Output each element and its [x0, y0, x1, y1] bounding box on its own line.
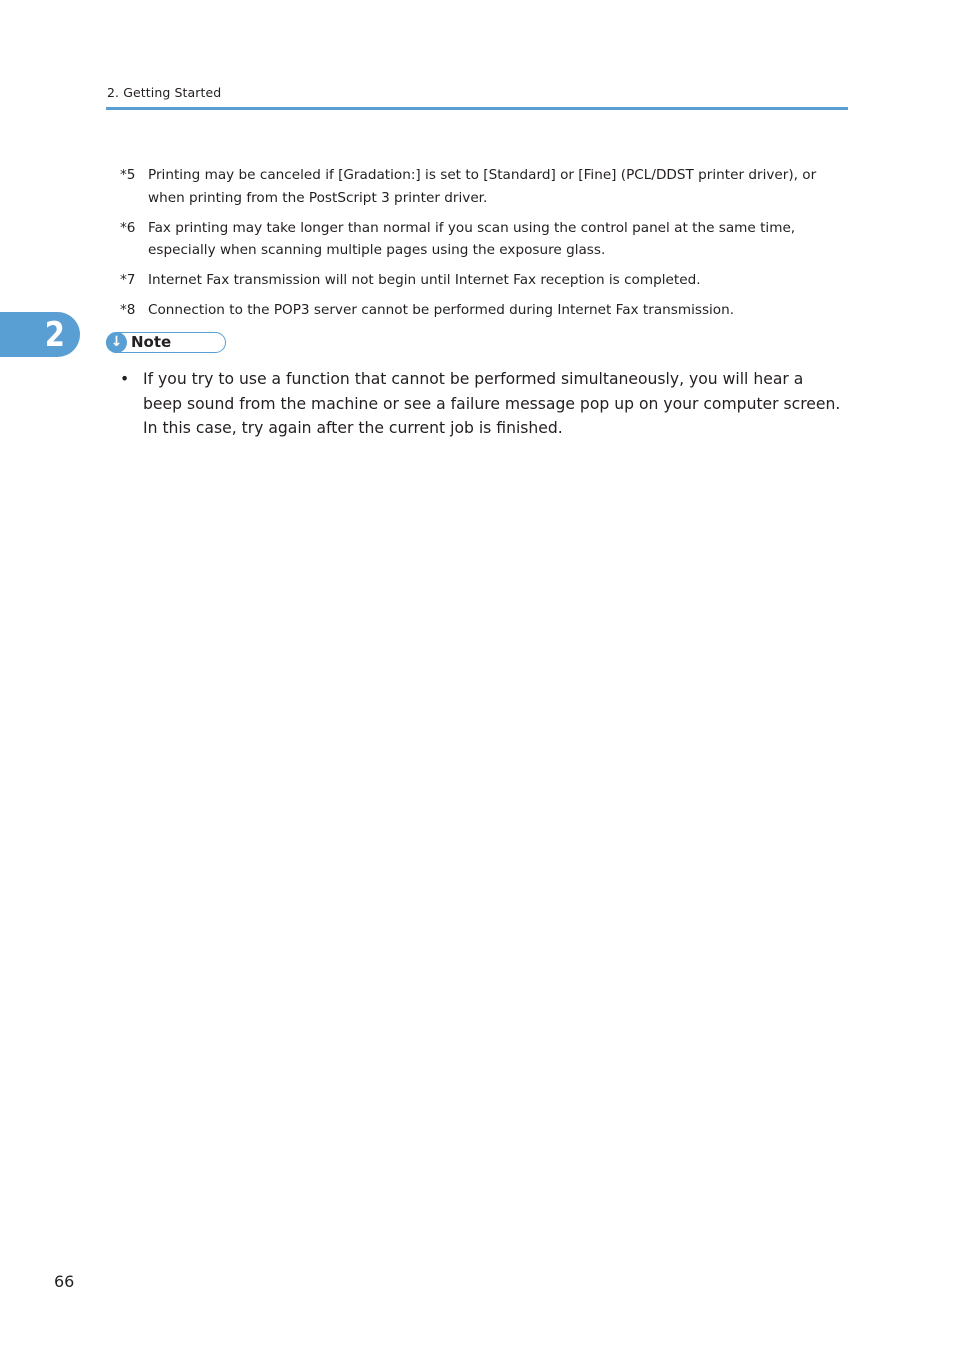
footnote-text: Connection to the POP3 server cannot be performed during Internet Fax transmission.	[148, 302, 735, 318]
footnote-text: Printing may be canceled if [Gradation:] is set to [Standard] or [Fine] (PCL/DDST printer driver), or when printing from the PostScript 3 printer driver.	[148, 167, 817, 206]
footnote-marker: *6	[120, 219, 136, 236]
note-heading	[106, 332, 226, 353]
running-header: 2. Getting Started	[107, 85, 222, 100]
chapter-number: 2	[44, 314, 66, 355]
footnote-item	[120, 217, 840, 262]
page-number: 66	[54, 1272, 75, 1291]
footnote-item	[120, 269, 840, 292]
note-text: If you try to use a function that cannot be performed simultaneously, you will hear a beep sound from the machine or see a failure message pop up on your computer screen. In this case, try again after the current job is finished.	[143, 370, 841, 437]
header-divider	[106, 107, 848, 110]
footnote-list	[120, 164, 840, 329]
footnote-item	[120, 299, 840, 322]
footnote-item	[120, 164, 840, 209]
footnote-text: Internet Fax transmission will not begin until Internet Fax reception is completed.	[148, 272, 701, 288]
note-label: Note	[131, 333, 172, 351]
list-item	[120, 367, 845, 441]
bullet-icon: •	[120, 370, 130, 388]
footnote-text: Fax printing may take longer than normal if you scan using the control panel at the same time, especially when scanning multiple pages using the exposure glass.	[148, 219, 796, 258]
footnote-marker: *8	[120, 302, 136, 318]
arrow-down-icon: ↓	[106, 332, 127, 353]
footnote-marker: *5	[120, 167, 136, 183]
footnote-marker: *7	[120, 272, 136, 288]
note-list	[120, 367, 845, 441]
chapter-tab	[0, 312, 80, 357]
